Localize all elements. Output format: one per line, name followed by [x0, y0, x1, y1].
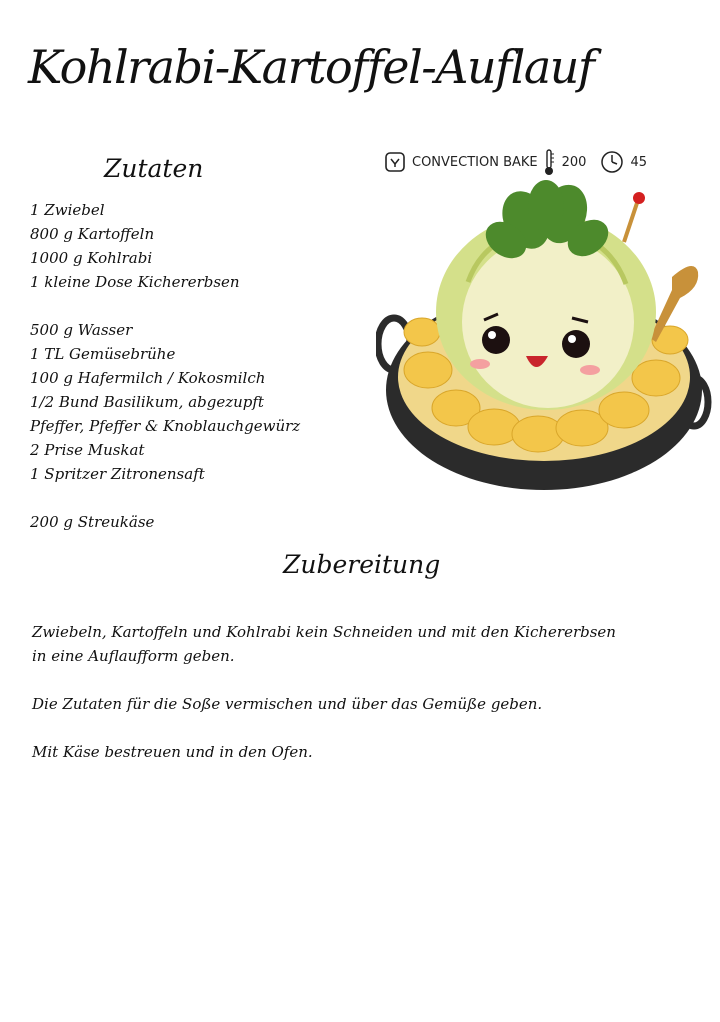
ingredient-item: 500 g Wasser: [30, 321, 133, 339]
ingredient-item: 1/2 Bund Basilikum, abgezupft: [30, 393, 264, 411]
ingredients-list: [30, 198, 370, 534]
ingredient-item: 1 kleine Dose Kichererbsen: [30, 273, 240, 291]
preparation-step: Die Zutaten für die Soße vermischen und über das Gemüße geben.: [32, 695, 543, 713]
ingredient-spacer: [30, 486, 370, 510]
preparation-step: Zwiebeln, Kartoffeln und Kohlrabi kein Schneiden und mit den Kichererbsen in eine Auflaufform geben.: [32, 623, 616, 665]
clock-icon: [600, 150, 624, 174]
convection-fan-icon: [384, 151, 406, 173]
oven-temperature: 200: [561, 154, 587, 170]
ingredient-item: 2 Prise Muskat: [30, 441, 145, 459]
ingredient-item: 1000 g Kohlrabi: [30, 249, 153, 267]
bake-time: 45: [630, 154, 648, 170]
ingredients-heading: Zutaten: [104, 154, 204, 183]
ingredient-item: 1 Zwiebel: [30, 201, 105, 219]
ingredient-item: 800 g Kartoffeln: [30, 225, 155, 243]
kohlrabi-casserole-illustration: [376, 172, 712, 508]
preparation-heading: Zubereitung: [283, 550, 441, 579]
preparation-step: Mit Käse bestreuen und in den Ofen.: [32, 743, 313, 761]
ingredient-item: Pfeffer, Pfeffer & Knoblauchgewürz: [30, 417, 301, 435]
ingredient-item: 200 g Streukäse: [30, 513, 155, 531]
ingredient-item: 1 TL Gemüsebrühe: [30, 345, 176, 363]
ingredient-item: 100 g Hafermilch / Kokosmilch: [30, 369, 266, 387]
ingredient-item: 1 Spritzer Zitronensaft: [30, 465, 205, 483]
recipe-title: Kohlrabi-Kartoffel-Auflauf: [28, 40, 594, 94]
ingredient-spacer: [30, 294, 370, 318]
preparation-steps: [32, 620, 632, 788]
oven-mode: CONVECTION BAKE: [412, 154, 538, 170]
